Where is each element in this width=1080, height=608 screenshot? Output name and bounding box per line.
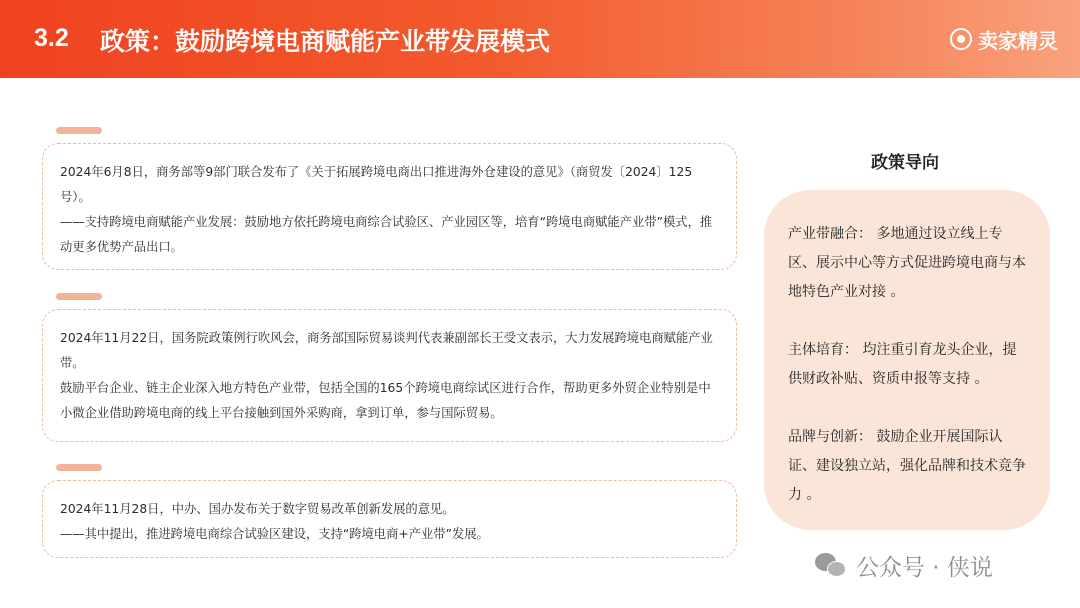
wechat-watermark: [814, 548, 993, 582]
policy-item: 产业带融合： 多地通过设立线上专区、展示中心等方式促进跨境电商与本地特色产业对接 。: [788, 226, 1026, 300]
news-card-3: [42, 480, 737, 558]
slide-header: [0, 0, 1080, 78]
policy-heading: 政策导向: [871, 153, 939, 173]
news-card-text: 2024年6月8日，商务部等9部门联合发布了《关于拓展跨境电商出口推进海外仓建设的意见》（商贸发〔2024〕125号）。: [60, 165, 693, 204]
news-card-1: [42, 143, 737, 270]
policy-panel: [764, 190, 1050, 530]
news-card-text: 2024年11月22日，国务院政策例行吹风会，商务部国际贸易谈判代表兼副部长王受文表示，大力发展跨境电商赋能产业带。: [60, 331, 713, 370]
card-tab-3: [56, 464, 102, 471]
news-card-text: 2024年11月28日，中办、国办发布关于数字贸易改革创新发展的意见。: [60, 502, 455, 516]
section-number: 3.2: [34, 24, 69, 52]
news-card-text: 鼓励平台企业、链主企业深入地方特色产业带，包括全国的165个跨境电商综试区进行合作，帮助更多外贸企业特别是中小微企业借助跨境电商的线上平台接触到国外采购商，拿到订单，参与国际贸易。: [60, 381, 711, 420]
card-tab-2: [56, 293, 102, 300]
policy-item: 品牌与创新： 鼓励企业开展国际认证、建设独立站，强化品牌和技术竞争力 。: [788, 429, 1026, 503]
logo-text: 卖家精灵: [978, 28, 1058, 53]
watermark-text: 公众号 · 侠说: [856, 554, 993, 581]
card-tab-1: [56, 127, 102, 134]
slide-title: 政策：鼓励跨境电商赋能产业带发展模式: [100, 27, 551, 56]
news-card-text: ——支持跨境电商赋能产业发展：鼓励地方依托跨境电商综合试验区、产业园区等，培育“跨境电商赋能产业带”模式，推动更多优势产品出口。: [60, 215, 713, 254]
brand-logo: [950, 24, 1058, 54]
policy-item: 主体培育： 均注重引育龙头企业，提供财政补贴、资质申报等支持 。: [788, 342, 1017, 387]
news-card-text: ——其中提出，推进跨境电商综合试验区建设，支持“跨境电商+产业带”发展。: [60, 527, 489, 541]
news-card-2: [42, 309, 737, 442]
wechat-icon: [814, 550, 848, 580]
logo-icon: [950, 28, 972, 50]
